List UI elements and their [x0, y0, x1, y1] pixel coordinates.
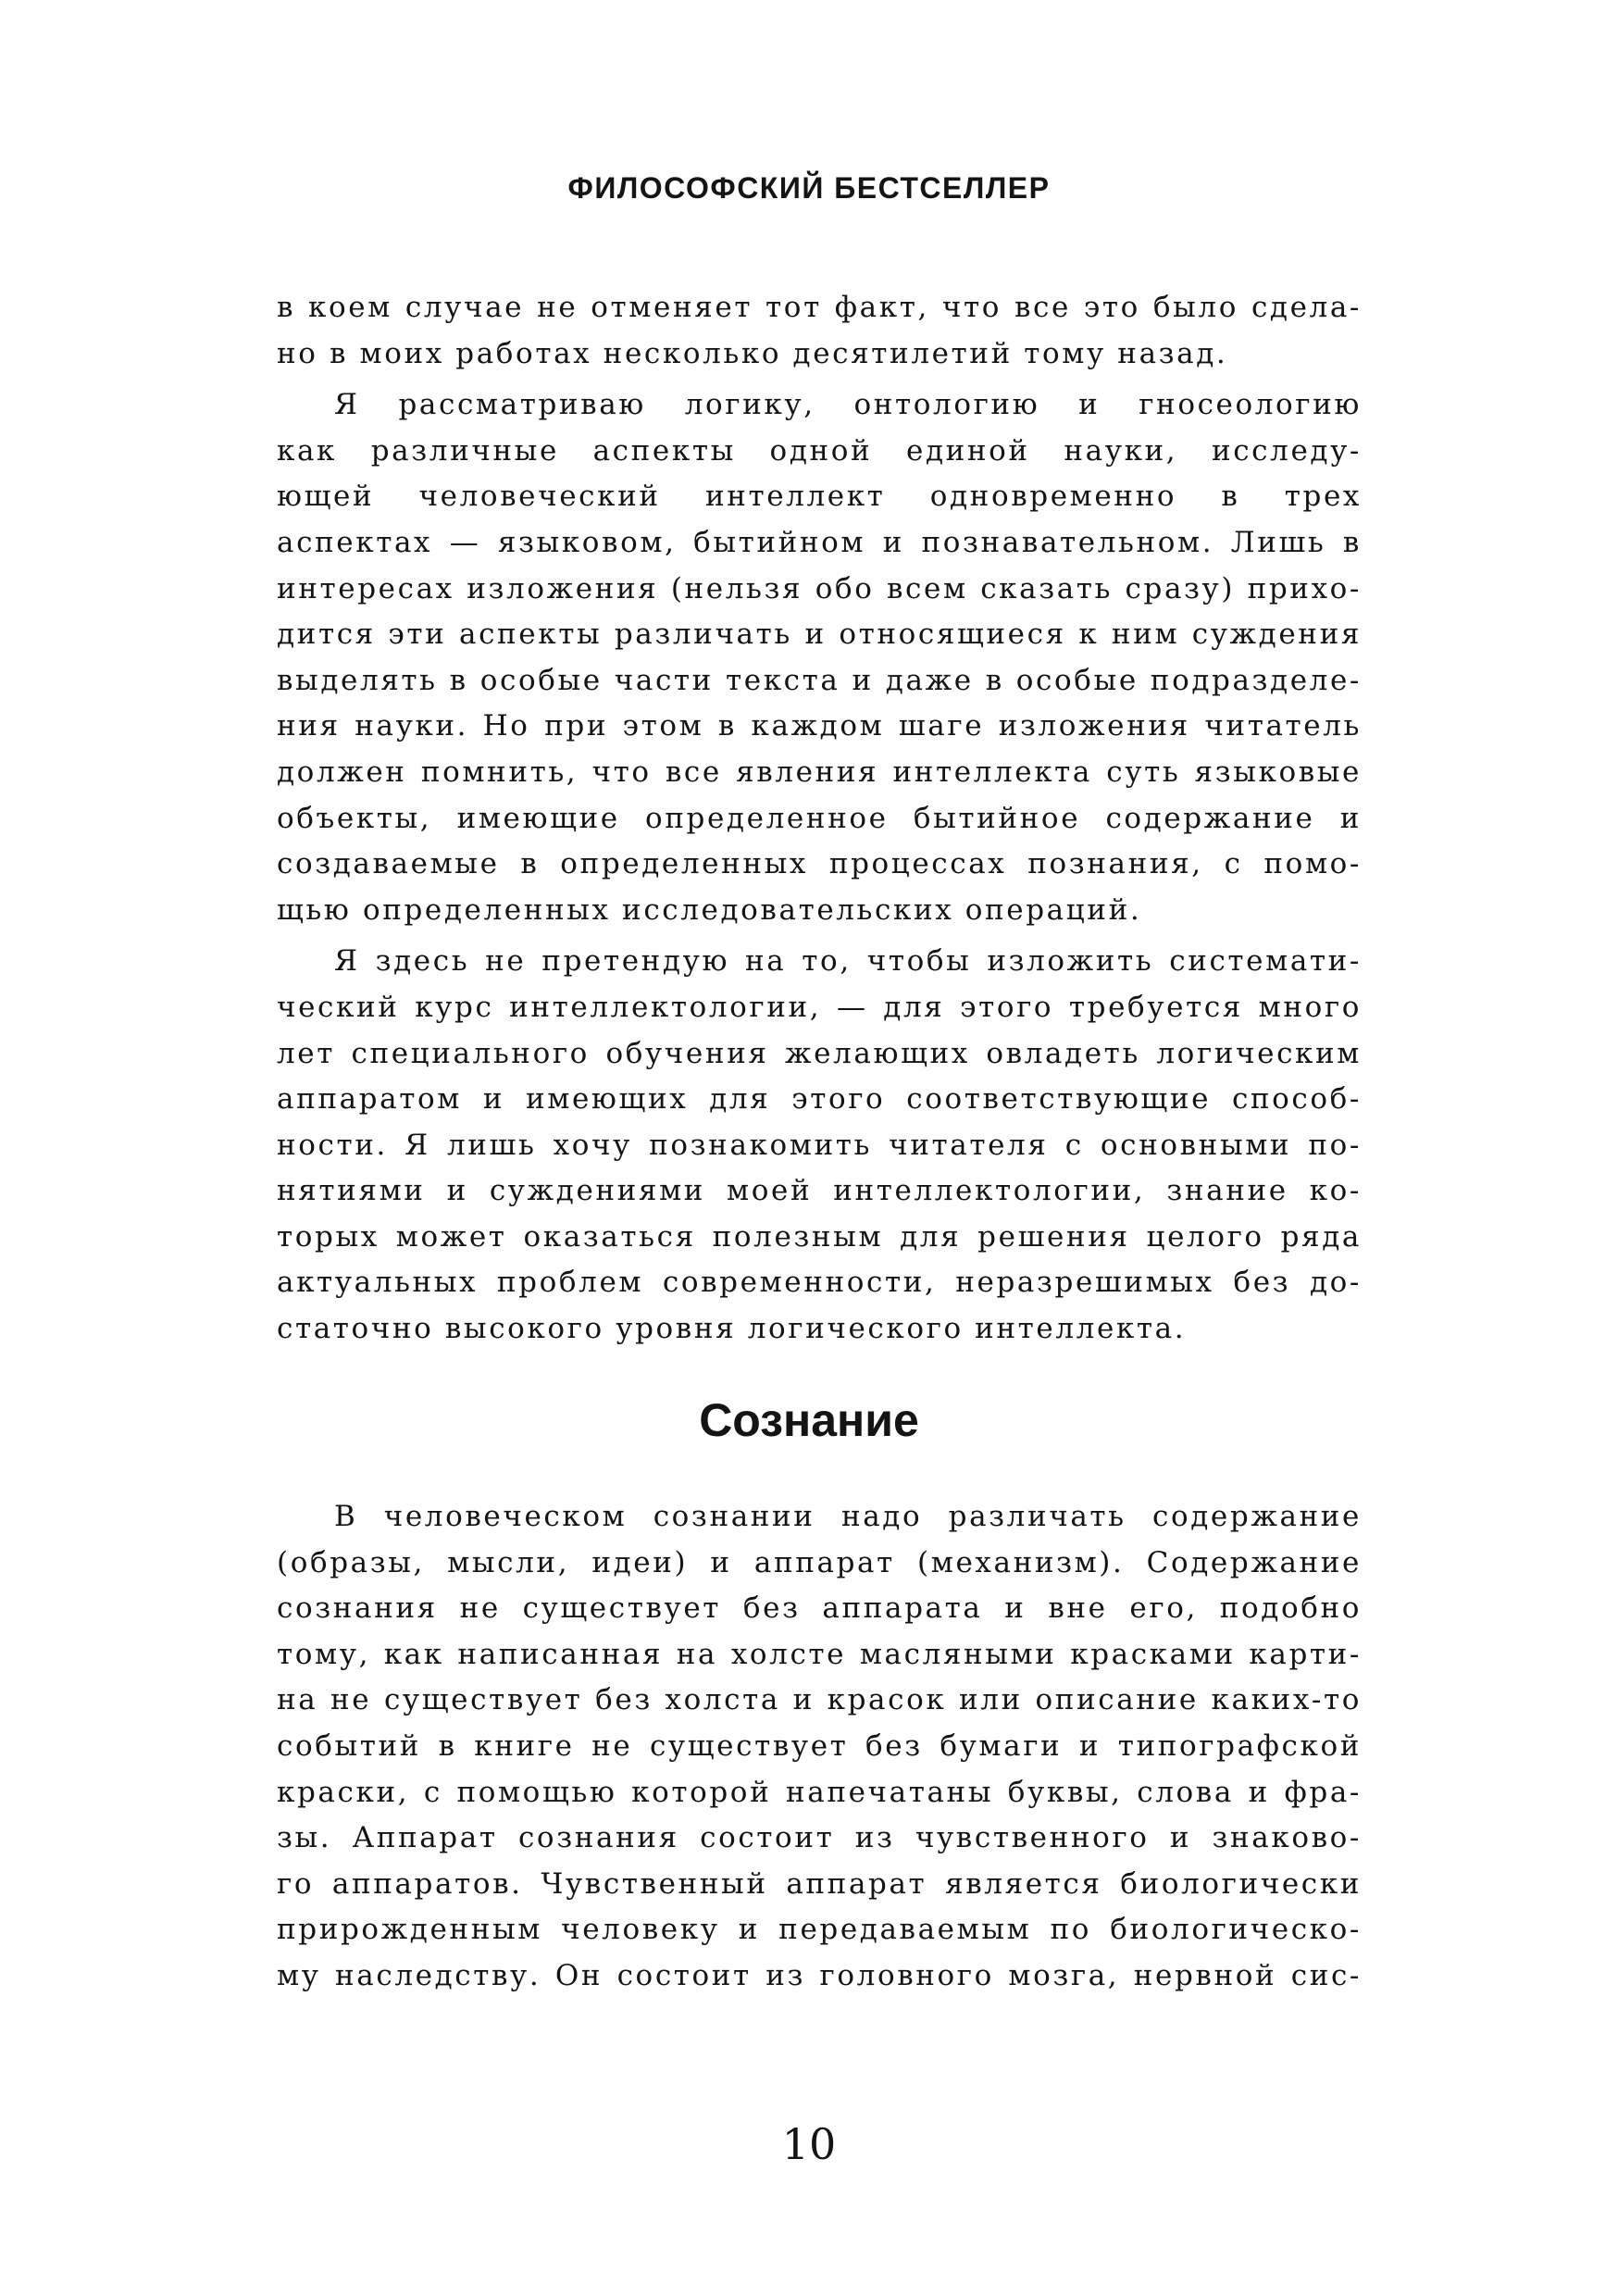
- text-line: аспектах — языковом, бытийном и познавательном. Лишь в: [277, 525, 1362, 559]
- text-line: событий в книге не существует без бумаги и типографской: [277, 1728, 1362, 1763]
- paragraph: [277, 939, 1362, 1352]
- text-line: зы. Аппарат сознания состоит из чувственного и знаково-: [277, 1821, 1362, 1855]
- text-line: (образы, мысли, идеи) и аппарат (механизм). Содержание: [277, 1545, 1362, 1579]
- text-line: Я здесь не претендую на то, чтобы изложить системати-: [334, 944, 1362, 979]
- text-line: аппаратом и имеющих для этого соответствующие способ-: [277, 1082, 1362, 1117]
- text-line: щью определенных исследовательских операций.: [277, 892, 1142, 927]
- text-line: статочно высокого уровня логического интеллекта.: [277, 1312, 1187, 1346]
- text-line: выделять в особые части текста и даже в особые подразделе-: [277, 663, 1362, 697]
- paragraph: [277, 382, 1362, 933]
- section-body: [277, 1494, 1362, 2000]
- text-line: го аппаратов. Чувственный аппарат является биологически: [277, 1866, 1362, 1901]
- text-line: объекты, имеющие определенное бытийное содержание и: [277, 801, 1362, 835]
- running-head: ФИЛОСОФСКИЙ БЕСТСЕЛЛЕР: [567, 171, 1051, 205]
- text-line: как различные аспекты одной единой науки, исследу-: [277, 433, 1362, 468]
- text-line: дится эти аспекты различать и относящиеся к ним суждения: [277, 618, 1362, 652]
- paragraph: [277, 1494, 1362, 2000]
- text-line: ческий курс интеллектологии, — для этого требуется много: [277, 990, 1362, 1024]
- paragraph: [277, 285, 1362, 377]
- text-line: прирожденным человеку и передаваемым по биологическо-: [277, 1913, 1362, 1947]
- text-line: тому, как написанная на холсте масляными красками карти-: [277, 1637, 1362, 1671]
- text-line: сознания не существует без аппарата и вне его, подобно: [277, 1591, 1362, 1626]
- text-line: краски, с помощью которой напечатаны буквы, слова и фра-: [277, 1775, 1362, 1809]
- text-line: ния науки. Но при этом в каждом шаге изложения читатель: [277, 709, 1362, 743]
- section-heading: Сознание: [699, 1394, 919, 1446]
- text-line: лет специального обучения желающих овладеть логическим: [277, 1036, 1362, 1070]
- text-line: на не существует без холста и красок или описание каких-то: [277, 1683, 1362, 1717]
- text-line: ющей человеческий интеллект одновременно в трех: [277, 480, 1362, 514]
- text-line: нятиями и суждениями моей интеллектологии, знание ко-: [277, 1174, 1362, 1208]
- text-line: актуальных проблем современности, неразрешимых без до-: [277, 1266, 1362, 1300]
- text-line: в коем случае не отменяет тот факт, что все это было сдела-: [277, 291, 1362, 324]
- body-text: [277, 285, 1362, 1353]
- text-line: должен помнить, что все явления интеллекта суть языковые: [277, 755, 1362, 789]
- text-line: му наследству. Он состоит из головного мозга, нервной сис-: [277, 1958, 1362, 1992]
- text-line: ности. Я лишь хочу познакомить читателя с основными по-: [277, 1128, 1362, 1162]
- text-line: создаваемые в определенных процессах познания, с помо-: [277, 847, 1362, 881]
- text-line: В человеческом сознании надо различать содержание: [334, 1500, 1362, 1533]
- text-line: интересах изложения (нельзя обо всем сказать сразу) прихо-: [277, 571, 1362, 605]
- text-line: Я рассматриваю логику, онтологию и гносеологию: [334, 388, 1362, 422]
- text-line: но в моих работах несколько десятилетий тому назад.: [277, 336, 1228, 370]
- text-line: торых может оказаться полезным для решения целого ряда: [277, 1219, 1362, 1254]
- page-number: 10: [781, 2119, 837, 2169]
